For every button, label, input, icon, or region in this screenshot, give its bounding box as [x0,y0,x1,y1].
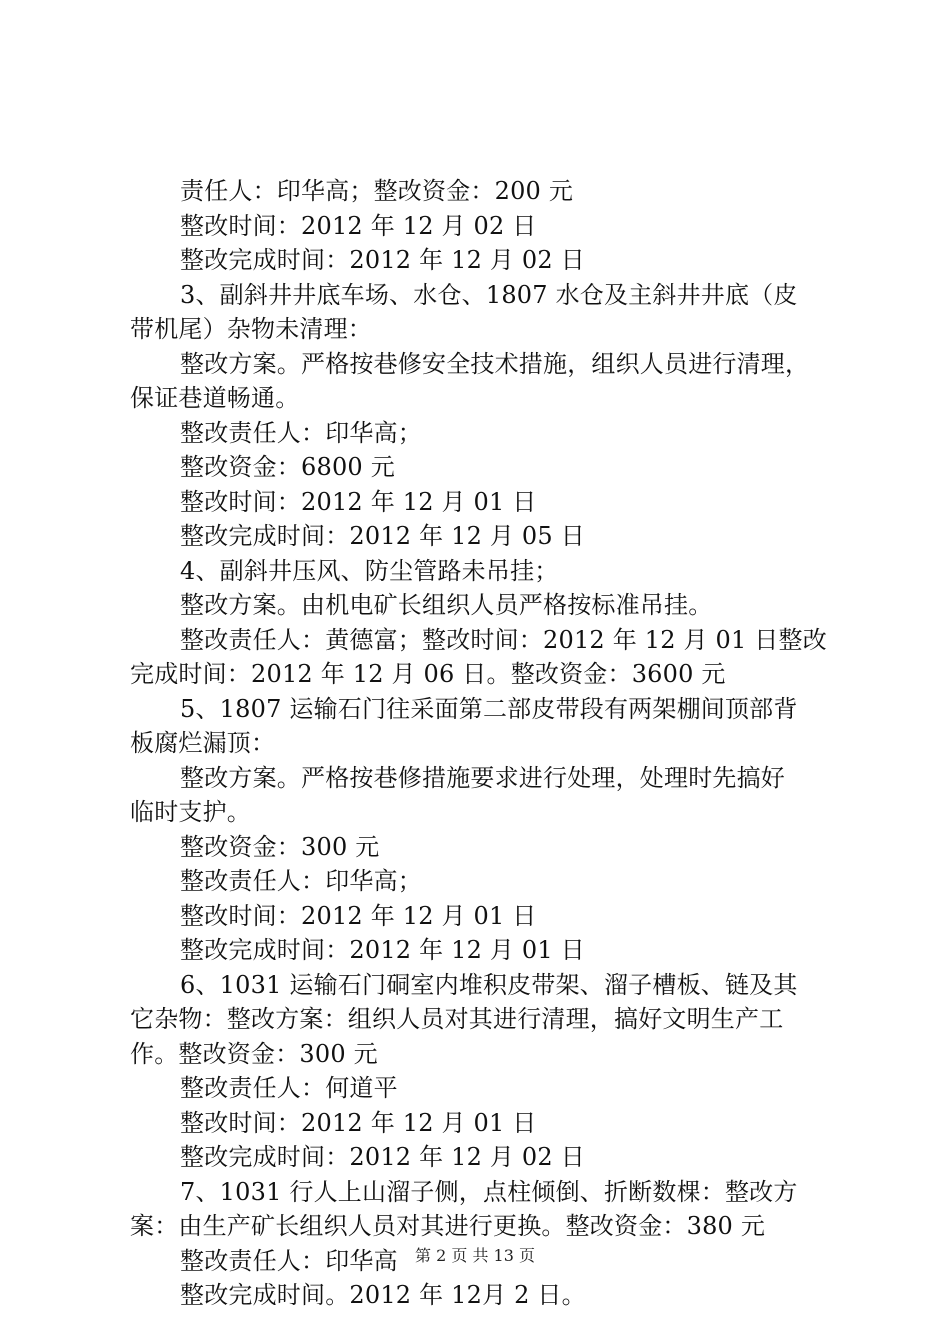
text-line: 责任人：印华高；整改资金：200 元 [180,177,574,205]
text-line: 整改完成时间：2012 年 12 月 05 日 [180,522,585,550]
text-line: 整改完成时间。2012 年 12月 2 日。 [180,1281,586,1309]
text-line: 整改时间：2012 年 12 月 01 日 [180,487,537,516]
page-footer: 第 2 页 共 13 页 [415,1246,535,1265]
text-line: 带机尾）杂物未清理： [130,315,372,343]
text-line: 整改责任人：黄德富；整改时间：2012 年 12 月 01 日整改 [180,625,827,654]
text-line: 它杂物：整改方案：组织人员对其进行清理，搞好文明生产工 [130,1005,784,1033]
text-line: 完成时间：2012 年 12 月 06 日。整改资金：3600 元 [130,660,726,688]
text-line: 整改资金：6800 元 [180,453,395,481]
text-line: 整改时间：2012 年 12 月 01 日 [180,901,537,930]
text-line: 整改责任人：印华高 [180,1246,398,1275]
text-line: 4、副斜井压风、防尘管路未吊挂； [180,556,559,585]
text-line: 整改责任人：印华高； [180,418,422,447]
text-line: 作。整改资金：300 元 [130,1039,378,1068]
text-line: 整改完成时间：2012 年 12 月 01 日 [180,936,585,964]
text-line: 整改方案。严格按巷修安全技术措施，组织人员进行清理， [180,349,810,378]
text-line: 整改责任人：何道平 [180,1074,398,1102]
text-line: 案：由生产矿长组织人员对其进行更换。整改资金：380 元 [130,1212,766,1240]
document-body [130,174,830,1313]
text-line: 整改完成时间：2012 年 12 月 02 日 [180,246,585,274]
text-line: 保证巷道畅通。 [130,384,300,412]
text-line: 5、1807 运输石门往采面第二部皮带段有两架棚间顶部背 [180,694,798,723]
text-line: 整改方案。严格按巷修措施要求进行处理，处理时先搞好 [180,763,785,792]
text-line: 整改方案。由机电矿长组织人员严格按标准吊挂。 [180,591,713,619]
text-line: 3、副斜井井底车场、水仓、1807 水仓及主斜井井底（皮 [180,280,798,309]
text-line: 6、1031 运输石门硐室内堆积皮带架、溜子槽板、链及其 [180,970,798,999]
text-line: 临时支护。 [130,798,251,826]
text-line: 整改完成时间：2012 年 12 月 02 日 [180,1143,585,1171]
text-line: 整改资金：300 元 [180,832,380,861]
text-line: 板腐烂漏顶： [130,729,276,757]
text-line: 整改责任人：印华高； [180,867,422,895]
text-line: 整改时间：2012 年 12 月 01 日 [180,1108,537,1137]
text-line: 7、1031 行人上山溜子侧，点柱倾倒、折断数棵：整改方 [180,1177,798,1206]
text-line: 整改时间：2012 年 12 月 02 日 [180,211,537,240]
